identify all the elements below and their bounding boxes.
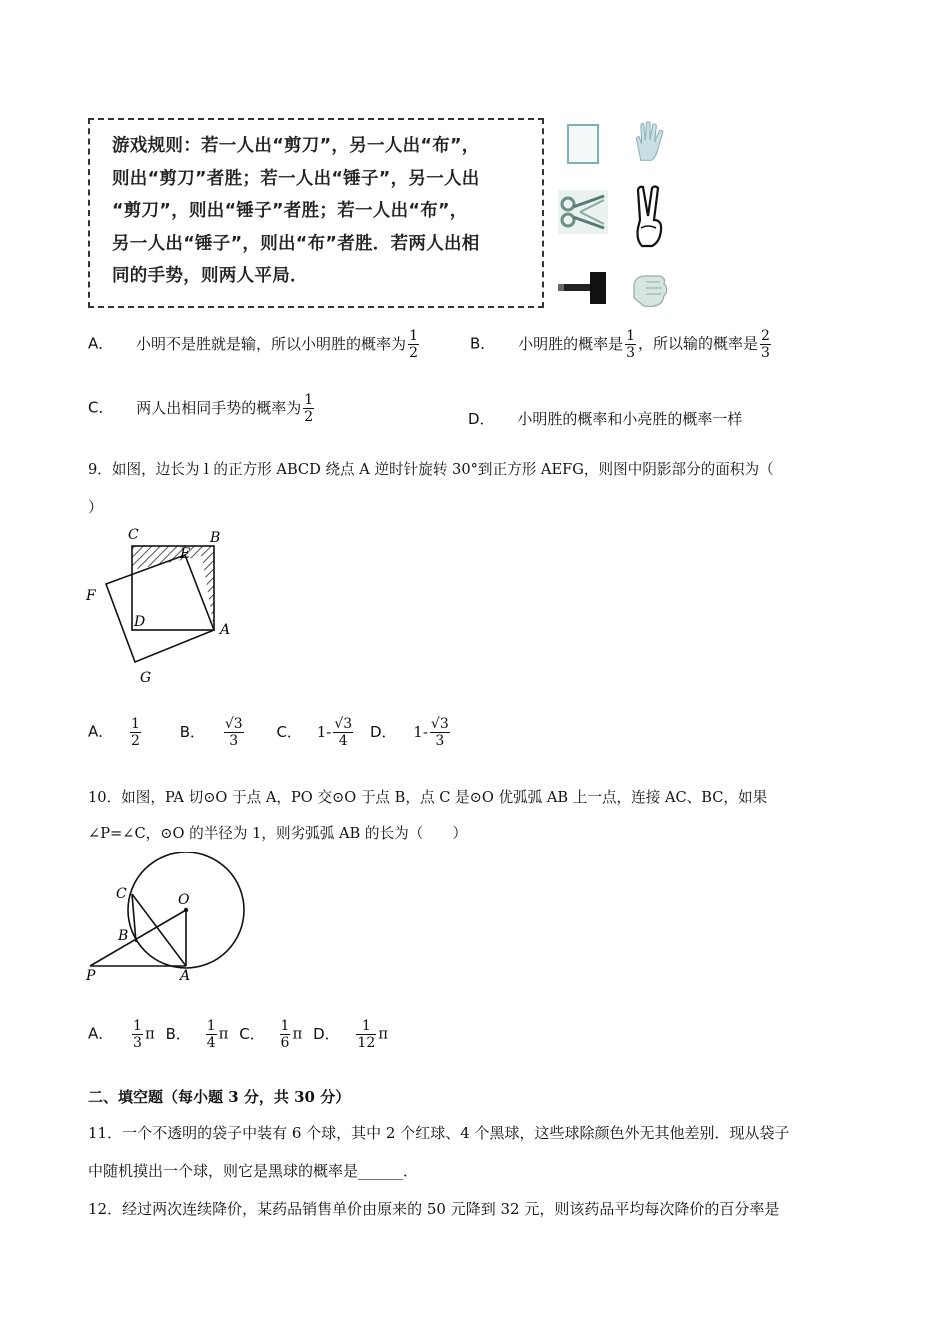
q8-option-a bbox=[88, 328, 421, 361]
scissors-icon bbox=[558, 190, 608, 234]
denominator: 6 bbox=[280, 1035, 290, 1051]
numerator: 1 bbox=[206, 1018, 216, 1034]
rules-line: “剪刀”，则出“锤子”者胜；若一人出“布”， bbox=[112, 201, 468, 221]
hammer-icon bbox=[556, 266, 608, 310]
rules-line: 同的手势，则两人平局． bbox=[112, 266, 308, 286]
center-point bbox=[184, 908, 188, 912]
open-hand-icon bbox=[628, 120, 672, 164]
fraction bbox=[280, 1018, 291, 1051]
denominator: 4 bbox=[206, 1035, 216, 1051]
q9-stem: 9．如图，边长为 l 的正方形 ABCD 绕点 A 逆时针旋转 30°到正方形 AEFG，则图中阴影部分的面积为（ bbox=[88, 461, 774, 478]
denominator: 3 bbox=[133, 1035, 142, 1051]
q8-option-c bbox=[88, 392, 316, 425]
numerator: √3 bbox=[430, 716, 449, 732]
pi-suffix: π bbox=[144, 1024, 155, 1043]
q11-line-2: 中随机摸出一个球，则它是黑球的概率是______． bbox=[88, 1162, 419, 1180]
pi-suffix: π bbox=[292, 1024, 303, 1043]
fraction bbox=[206, 1018, 217, 1051]
option-label: B． bbox=[470, 334, 496, 353]
option-text: ，所以输的概率是 bbox=[638, 334, 759, 353]
q8-option-b bbox=[470, 328, 773, 361]
fraction bbox=[356, 1018, 376, 1051]
q10-stem-line2: ∠P=∠C，⊙O 的半径为 1，则劣弧弧 AB 的长为（ ） bbox=[88, 825, 468, 842]
label-a: A bbox=[180, 968, 191, 984]
numerator: 1 bbox=[409, 328, 418, 344]
label-c: C bbox=[128, 527, 139, 543]
fraction bbox=[132, 1018, 143, 1051]
label-a: A bbox=[220, 622, 231, 638]
option-text: 两人出相同手势的概率为 bbox=[136, 398, 302, 417]
q11-line-1: 11．一个不透明的袋子中装有 6 个球，其中 2 个红球、4 个黑球，这些球除颜色外无其他差别．现从袋子 bbox=[88, 1124, 790, 1142]
game-rules-text bbox=[112, 130, 532, 293]
label-p: P bbox=[86, 968, 96, 984]
q9-stem-close: ） bbox=[88, 498, 104, 516]
q8-option-d bbox=[468, 408, 742, 429]
option-label: A． bbox=[88, 334, 114, 353]
fraction bbox=[130, 716, 141, 749]
label-f: F bbox=[86, 588, 96, 604]
fraction bbox=[303, 392, 314, 425]
option-label: C． bbox=[88, 398, 114, 417]
rules-line: 另一人出“锤子”，则出“布”者胜．若两人出相 bbox=[112, 233, 480, 254]
label-d: D bbox=[134, 614, 146, 630]
square-aefg bbox=[106, 555, 214, 662]
denominator: 3 bbox=[430, 732, 450, 749]
fraction bbox=[430, 716, 450, 749]
option-label: C． bbox=[239, 1024, 265, 1043]
option-label: D． bbox=[313, 1024, 340, 1043]
rules-line: 游戏规则：若一人出“剪刀”，另一人出“布”， bbox=[112, 136, 480, 156]
numerator: 1 bbox=[131, 716, 140, 732]
label-b: B bbox=[210, 530, 221, 546]
numerator: √3 bbox=[334, 716, 353, 732]
denominator: 2 bbox=[409, 345, 418, 361]
denominator: 3 bbox=[626, 345, 636, 361]
option-label: C． bbox=[276, 722, 302, 741]
numerator: 1 bbox=[626, 328, 636, 344]
label-c: C bbox=[116, 886, 127, 902]
fraction bbox=[408, 328, 419, 361]
denominator: 4 bbox=[333, 732, 353, 749]
fraction bbox=[760, 328, 771, 361]
numerator: 1 bbox=[361, 1018, 371, 1034]
label-g: G bbox=[140, 670, 152, 686]
fraction bbox=[224, 716, 244, 749]
fraction bbox=[625, 328, 636, 361]
q9-options bbox=[88, 716, 452, 749]
option-label: D． bbox=[468, 410, 495, 428]
numerator: √3 bbox=[224, 716, 243, 732]
pi-suffix: π bbox=[378, 1024, 389, 1043]
denominator: 2 bbox=[131, 733, 140, 749]
pi-suffix: π bbox=[218, 1024, 229, 1043]
option-label: A． bbox=[88, 1024, 114, 1043]
numerator: 1 bbox=[133, 1018, 142, 1034]
numerator: 1 bbox=[304, 392, 314, 408]
q10-options bbox=[88, 1018, 388, 1051]
denominator: 12 bbox=[357, 1035, 376, 1051]
option-label: B． bbox=[179, 722, 206, 741]
option-prefix: 1- bbox=[316, 722, 332, 741]
victory-hand-icon bbox=[628, 184, 672, 250]
fraction bbox=[333, 716, 353, 749]
option-prefix: 1- bbox=[413, 722, 428, 741]
rules-line: 则出“剪刀”者胜；若一人出“锤子”，另一人出 bbox=[112, 168, 480, 189]
denominator: 2 bbox=[304, 409, 314, 425]
denominator: 3 bbox=[761, 345, 770, 361]
numerator: 1 bbox=[280, 1018, 290, 1034]
q10-figure-circle-tangent bbox=[84, 852, 248, 986]
option-text: 小明不是胜就是输，所以小明胜的概率为 bbox=[136, 334, 407, 353]
option-text: 小明胜的概率是 bbox=[518, 334, 624, 353]
option-text: 小明胜的概率和小亮胜的概率一样 bbox=[517, 410, 743, 428]
section-title-fill-in: 二、填空题（每小题 3 分，共 30 分） bbox=[88, 1088, 351, 1106]
option-label: D． bbox=[369, 722, 397, 741]
option-label: B． bbox=[165, 1024, 191, 1043]
q12-line-1: 12．经过两次连续降价，某药品销售单价由原来的 50 元降到 32 元，则该药品平均每次降价的百分率是 bbox=[88, 1200, 780, 1218]
numerator: 2 bbox=[761, 328, 770, 344]
q10-stem: 10．如图，PA 切⊙O 于点 A，PO 交⊙O 于点 B，点 C 是⊙O 优弧弧 AB 上一点，连接 AC、BC，如果 bbox=[88, 789, 768, 806]
fist-icon bbox=[628, 268, 672, 312]
secant-po bbox=[90, 910, 186, 966]
label-b: B bbox=[118, 928, 129, 944]
label-e: E bbox=[180, 546, 191, 562]
option-label: A． bbox=[88, 722, 114, 741]
paper-icon bbox=[562, 122, 606, 166]
q9-figure-rotated-squares bbox=[82, 522, 242, 688]
denominator: 3 bbox=[224, 732, 244, 749]
label-o: O bbox=[178, 892, 190, 908]
